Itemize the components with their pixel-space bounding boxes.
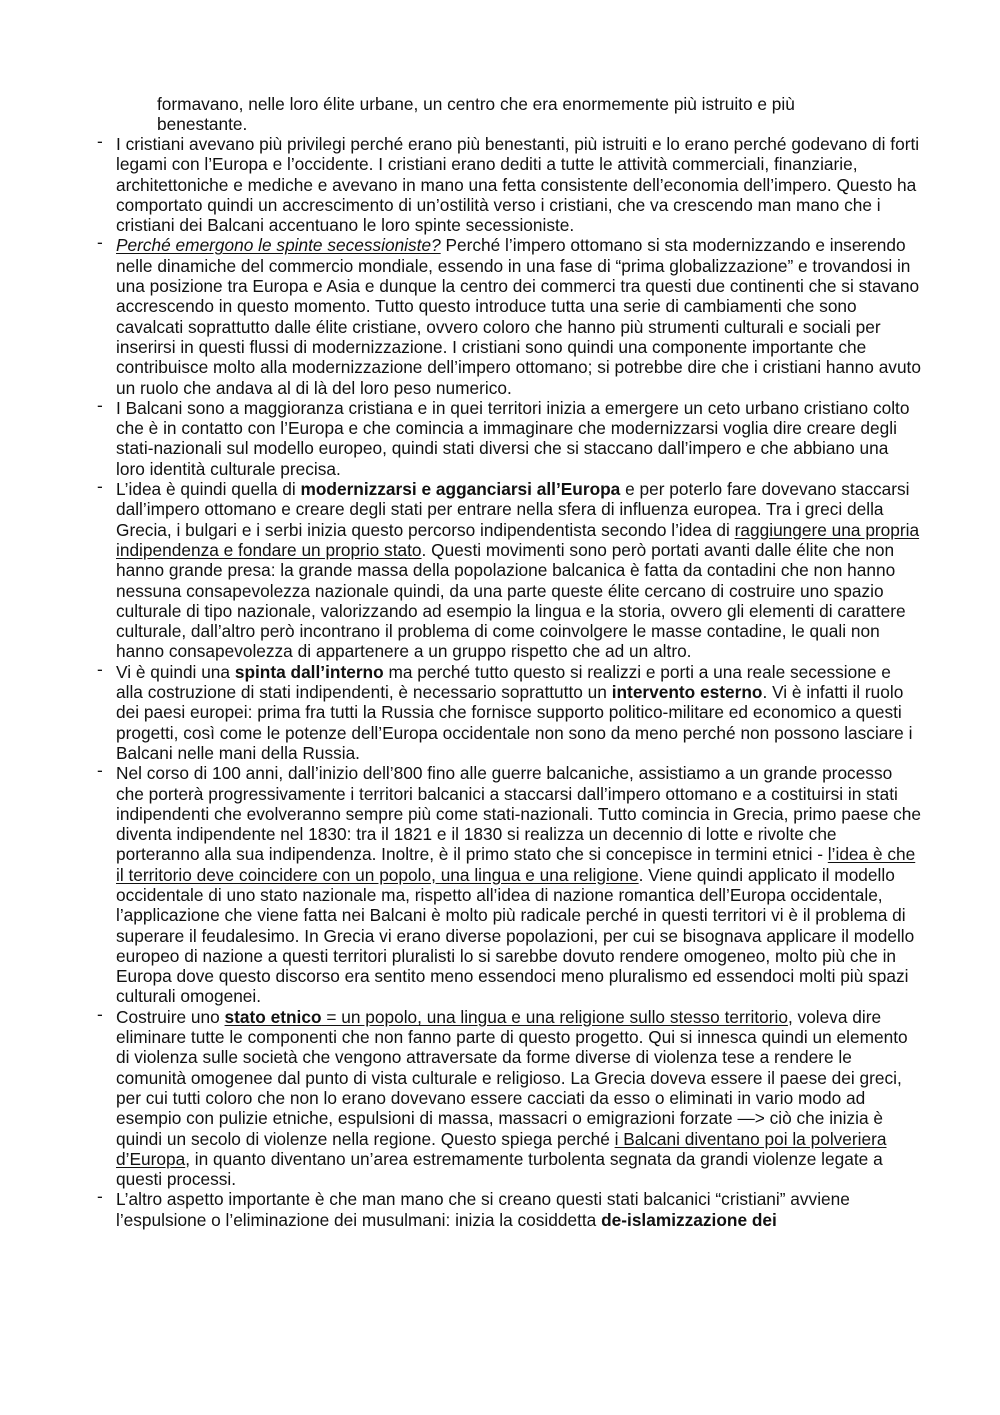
bullet-item (91, 476, 921, 662)
bullet-text: Costruire uno (116, 1006, 225, 1027)
bullet-text: , voleva dire eliminare tutte le componenti che non fanno parte di questo progetto. Qui si innesca quindi un elemento di violenza sulle società che vengono attraversate da forme diverse di violenza tese a rendere le comunità omogenee dal punto di vista culturale e religioso. La Grecia doveva essere il paese dei greci, per cui tutti coloro che non lo erano dovevano essere cacciati da esso o eliminati in vario modo ad esempio con pulizie etniche, espulsioni di massa, massacri o emigrazioni forzate —> ciò che inizia è quindi un secolo di violenze nella regione. Questo spiega perché (116, 1006, 908, 1149)
underlined-phrase: = un popolo, una lingua e una religione sullo stesso territorio (321, 1006, 788, 1027)
dash-bullet-icon: - (97, 760, 103, 781)
continuation-paragraph: formavano, nelle loro élite urbane, un centro che era enormemente più istruito e più benestante. (157, 94, 795, 135)
bullet-text: Nel corso di 100 anni, dall’inizio dell’800 fino alle guerre balcaniche, assistiamo a un grande processo che porterà progressivamente i territori balcanici a staccarsi dall’impero ottomano e a costituirsi in stati indipendenti che evolveranno sempre più come stati-nazionali. Tutto comincia in Grecia, primo paese che diventa indipendente nel 1830: tra il 1821 e il 1830 si realizza un decennio di lotte e rivolte che porteranno alla sua indipendenza. Inoltre, è il primo stato che si concepisce in termini etnici - (116, 763, 921, 865)
dash-bullet-icon: - (97, 232, 103, 253)
bold-phrase: de-islamizzazione dei (601, 1209, 777, 1230)
bullet-item (91, 1003, 921, 1190)
underlined-phrase: raggiungere una propria indipendenza e fondare un proprio stato (116, 519, 920, 560)
bold-phrase: intervento esterno (611, 682, 763, 703)
underlined-phrase: i Balcani diventano poi la polveriera d’Europa (116, 1128, 887, 1169)
bullet-item (91, 232, 921, 398)
bullet-text: I cristiani avevano più privilegi perché erano più benestanti, più istruiti e lo erano perché godevano di forti legami con l’Europa e l’occidente. I cristiani erano dediti a tutte le attività commerciali, finanziarie, architettoniche e mediche e avevano in mano una fetta consistente dell’economia dell’impero. Questo ha comportato quindi un accrescimento di un’ostilità verso i cristiani, che va crescendo man mano che i cristiani dei Balcani accentuano le loro spinte secessioniste. (116, 134, 920, 236)
bullet-text: . Viene quindi applicato il modello occidentale di uno stato nazionale ma, rispetto all’idea di nazione romantica dell’Europa occidentale, l’applicazione che viene fatta nei Balcani è molto più radicale perché in questi territori vi è il problema di superare il feudalesimo. In Grecia vi erano diverse popolazioni, per cui se bisognava applicare il modello europeo di nazione a questi territori pluralisti lo si sarebbe dovuto rendere omogeneo, molto più che in Europa dove questo discorso era sentito meno essendoci meno pluralismo ed essendoci molti più spazi culturali omogenei. (116, 864, 915, 1007)
bullet-text: Vi è quindi una (116, 661, 235, 682)
bullet-item (91, 760, 921, 1007)
underlined-phrase: l’idea è che il territorio deve coincidere con un popolo, una lingua e una religione (116, 844, 916, 885)
question-heading: Perché emergono le spinte secessioniste? (116, 235, 441, 256)
bullet-text: . Questi movimenti sono però portati avanti dalle élite che non hanno grande presa: la grande massa della popolazione balcanica è fatta da contadini che non hanno nessuna consapevolezza nazionale quindi, da una parte queste élite cercano di costruire uno spazio culturale di tipo nazionale, valorizzando ad esempio la lingua e la storia, ovvero gli elementi di carattere culturale, dall’altro però incontrano il problema di come coinvolgere le masse contadine, le quali non hanno consapevolezza di appartenere a un gruppo rispetto che ad un altro. (116, 539, 906, 662)
bullet-text: I Balcani sono a maggioranza cristiana e in quei territori inizia a emergere un ceto urbano cristiano colto che è in contatto con l’Europa e che comincia a immaginare che modernizzarsi voglia dire creare degli stati-nazionali sul modello europeo, quindi stati diversi che si staccano dall’impero e che abbiano una loro identità culturale precisa. (116, 397, 910, 479)
bullet-text: L’altro aspetto importante è che man mano che si creano questi stati balcanici “cristiani” avviene l’espulsione o l’eliminazione dei musulmani: inizia la cosiddetta (116, 1189, 850, 1230)
dash-bullet-icon: - (97, 394, 103, 415)
dash-bullet-icon: - (97, 476, 103, 497)
bold-phrase: modernizzarsi e agganciarsi all’Europa (300, 479, 621, 500)
bullet-text: L’idea è quindi quella di (116, 479, 301, 500)
bullet-text: . Vi è infatti il ruolo dei paesi europei: prima fra tutti la Russia che fornisce supporto politico-militare ed economico a questi progetti, così come le potenze dell’Europa occidentale non sono da meno perché non possono lasciare i Balcani nelle mani della Russia. (116, 682, 913, 763)
dash-bullet-icon: - (97, 1003, 103, 1024)
bullet-text: Perché l’impero ottomano si sta modernizzando e inserendo nelle dinamiche del commercio mondiale, essendo in una fase di “prima globalizzazione” e trovandosi in una posizione tra Europa e Asia e dunque la centro dei commerci tra questi due continenti che si stavano accrescendo in questo momento. Tutto questo introduce tutta una serie di cambiamenti che sono cavalcati soprattutto dalle élite cristiane, ovvero coloro che hanno più strumenti culturali e sociali per inserirsi in questi flussi di modernizzazione. I cristiani sono quindi una componente importante che contribuisce molto alla modernizzazione dell’impero ottomano; si potrebbe dire che i cristiani hanno avuto un ruolo che andava al di là del loro peso numerico. (116, 235, 921, 398)
bullet-item (91, 131, 921, 236)
bullet-list (91, 131, 921, 1230)
bullet-item (91, 658, 921, 763)
dash-bullet-icon: - (97, 131, 103, 151)
bullet-item (91, 394, 921, 479)
bullet-item (91, 1186, 921, 1230)
bullet-text: , in quanto diventano un’area estremamente turbolenta segnata da grandi violenze legate a questi processi. (116, 1148, 883, 1190)
bold-phrase: spinta dall’interno (234, 661, 384, 682)
dash-bullet-icon: - (97, 1186, 103, 1207)
bullet-text: e per poterlo fare dovevano staccarsi dall’impero ottomano e creare degli stati per entrare nella sfera di influenza europea. Tra i greci della Grecia, i bulgari e i serbi inizia questo percorso indipendentista secondo l’idea di (116, 479, 910, 540)
bold-underlined-phrase: stato etnico (224, 1006, 322, 1027)
bullet-text: ma perché tutto questo si realizzi e porti a una reale secessione e alla costruzione di stati indipendenti, è necessario soprattutto un (116, 661, 891, 703)
dash-bullet-icon: - (97, 658, 103, 679)
